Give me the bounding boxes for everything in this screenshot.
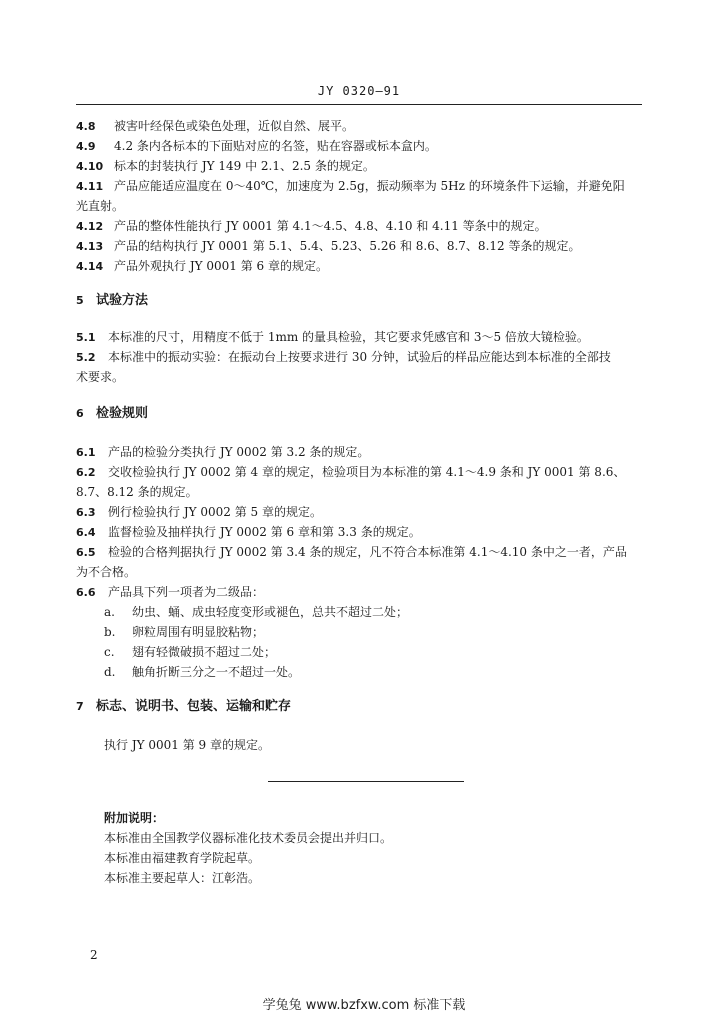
clause-number: 6.3 <box>76 506 96 519</box>
clause-text: 标本的封装执行 JY 149 中 2.1、2.5 条的规定。 <box>114 159 375 173</box>
section-6-heading <box>76 404 656 424</box>
appendix-line: 本标准由福建教育学院起草。 <box>104 851 261 865</box>
end-rule <box>268 781 464 782</box>
clause-number: 6.1 <box>76 446 96 459</box>
clause-text: 产品的整体性能执行 JY 0001 第 4.1～4.5、4.8、4.10 和 4.11 等条中的规定。 <box>114 219 547 233</box>
clause-4-9 <box>76 136 656 157</box>
clause-number: 5.2 <box>76 351 96 364</box>
header-rule <box>76 104 642 105</box>
clause-number: 6.5 <box>76 546 96 559</box>
appendix-line: 本标准由全国教学仪器标准化技术委员会提出并归口。 <box>104 831 393 845</box>
clause-text: 本标准中的振动实验：在振动台上按要求进行 30 分钟，试验后的样品应能达到本标准的全部技 <box>108 350 611 364</box>
clause-4-12 <box>76 216 656 237</box>
section-number: 7 <box>76 700 84 713</box>
clause-text: 检验的合格判据执行 JY 0002 第 3.4 条的规定，凡不符合本标准第 4.1～4.10 条中之一者，产品 <box>108 545 627 559</box>
list-item-label: b. <box>104 625 116 639</box>
clause-number: 6.4 <box>76 526 96 539</box>
clause-4-11-continuation: 光直射。 <box>76 199 125 213</box>
section-7-body: 执行 JY 0001 第 9 章的规定。 <box>104 738 270 752</box>
clause-number: 4.10 <box>76 160 104 173</box>
list-item <box>104 642 276 662</box>
clause-6-1 <box>76 442 656 463</box>
clause-text: 监督检验及抽样执行 JY 0002 第 6 章和第 3.3 条的规定。 <box>108 525 421 539</box>
clause-text: 4.2 条内各标本的下面贴对应的名签，贴在容器或标本盒内。 <box>114 139 437 153</box>
page-number: 2 <box>90 948 98 962</box>
doc-header-code: JY 0320—91 <box>317 84 401 98</box>
clause-text: 产品具下列一项者为二级品： <box>108 585 265 599</box>
list-item-label: c. <box>104 645 115 659</box>
section-7-heading <box>76 697 656 717</box>
clause-number: 4.12 <box>76 220 104 233</box>
section-title: 试验方法 <box>96 293 149 308</box>
clause-6-5 <box>76 542 656 563</box>
clause-number: 4.9 <box>76 140 96 153</box>
footer-watermark: 学兔兔 www.bzfxw.com 标准下载 <box>262 998 466 1013</box>
section-number: 5 <box>76 294 84 307</box>
clause-6-2-continuation: 8.7、8.12 条的规定。 <box>76 485 198 499</box>
list-item <box>104 602 408 622</box>
clause-number: 6.6 <box>76 586 96 599</box>
clause-5-2 <box>76 347 656 368</box>
clause-6-2 <box>76 462 656 483</box>
clause-number: 4.13 <box>76 240 104 253</box>
list-item <box>104 662 300 682</box>
list-item-text: 卵粒周围有明显胶粘物； <box>132 625 265 639</box>
clause-number: 4.14 <box>76 260 104 273</box>
appendix-title: 附加说明： <box>104 811 165 825</box>
clause-4-8 <box>76 116 656 137</box>
clause-4-14 <box>76 256 656 277</box>
appendix-line: 本标准主要起草人：江彰浩。 <box>104 871 261 885</box>
clause-text: 交收检验执行 JY 0002 第 4 章的规定，检验项目为本标准的第 4.1～4.9 条和 JY 0001 第 8.6、 <box>108 465 626 479</box>
clause-text: 产品的检验分类执行 JY 0002 第 3.2 条的规定。 <box>108 445 370 459</box>
list-item-label: a. <box>104 605 115 619</box>
clause-6-4 <box>76 522 656 543</box>
clause-5-1 <box>76 327 656 348</box>
list-item <box>104 622 264 642</box>
clause-number: 4.11 <box>76 180 104 193</box>
clause-text: 产品的结构执行 JY 0001 第 5.1、5.4、5.23、5.26 和 8.6、8.7、8.12 等条的规定。 <box>114 239 581 253</box>
clause-text: 例行检验执行 JY 0002 第 5 章的规定。 <box>108 505 322 519</box>
list-item-label: d. <box>104 665 116 679</box>
clause-text: 产品外观执行 JY 0001 第 6 章的规定。 <box>114 259 328 273</box>
section-title: 检验规则 <box>96 406 149 421</box>
clause-number: 6.2 <box>76 466 96 479</box>
clause-text: 产品应能适应温度在 0～40℃，加速度为 2.5g，振动频率为 5Hz 的环境条件下运输，并避免阳 <box>114 179 625 193</box>
clause-text: 被害叶经保色或染色处理，近似自然、展平。 <box>114 119 355 133</box>
clause-6-5-continuation: 为不合格。 <box>76 565 137 579</box>
list-item-text: 触角折断三分之一不超过一处。 <box>132 665 301 679</box>
clause-6-3 <box>76 502 656 523</box>
list-item-text: 幼虫、蛹、成虫轻度变形或褪色，总共不超过二处； <box>132 605 409 619</box>
section-title: 标志、说明书、包装、运输和贮存 <box>96 699 292 714</box>
clause-4-11 <box>76 176 656 197</box>
clause-5-2-continuation: 术要求。 <box>76 370 125 384</box>
clause-number: 4.8 <box>76 120 96 133</box>
clause-4-10 <box>76 156 656 177</box>
section-5-heading <box>76 291 656 311</box>
clause-text: 本标准的尺寸，用精度不低于 1mm 的量具检验，其它要求凭感官和 3～5 倍放大镜检验。 <box>108 330 589 344</box>
section-number: 6 <box>76 407 84 420</box>
clause-number: 5.1 <box>76 331 96 344</box>
list-item-text: 翅有轻微破损不超过二处； <box>132 645 277 659</box>
clause-6-6 <box>76 582 656 603</box>
clause-4-13 <box>76 236 656 257</box>
